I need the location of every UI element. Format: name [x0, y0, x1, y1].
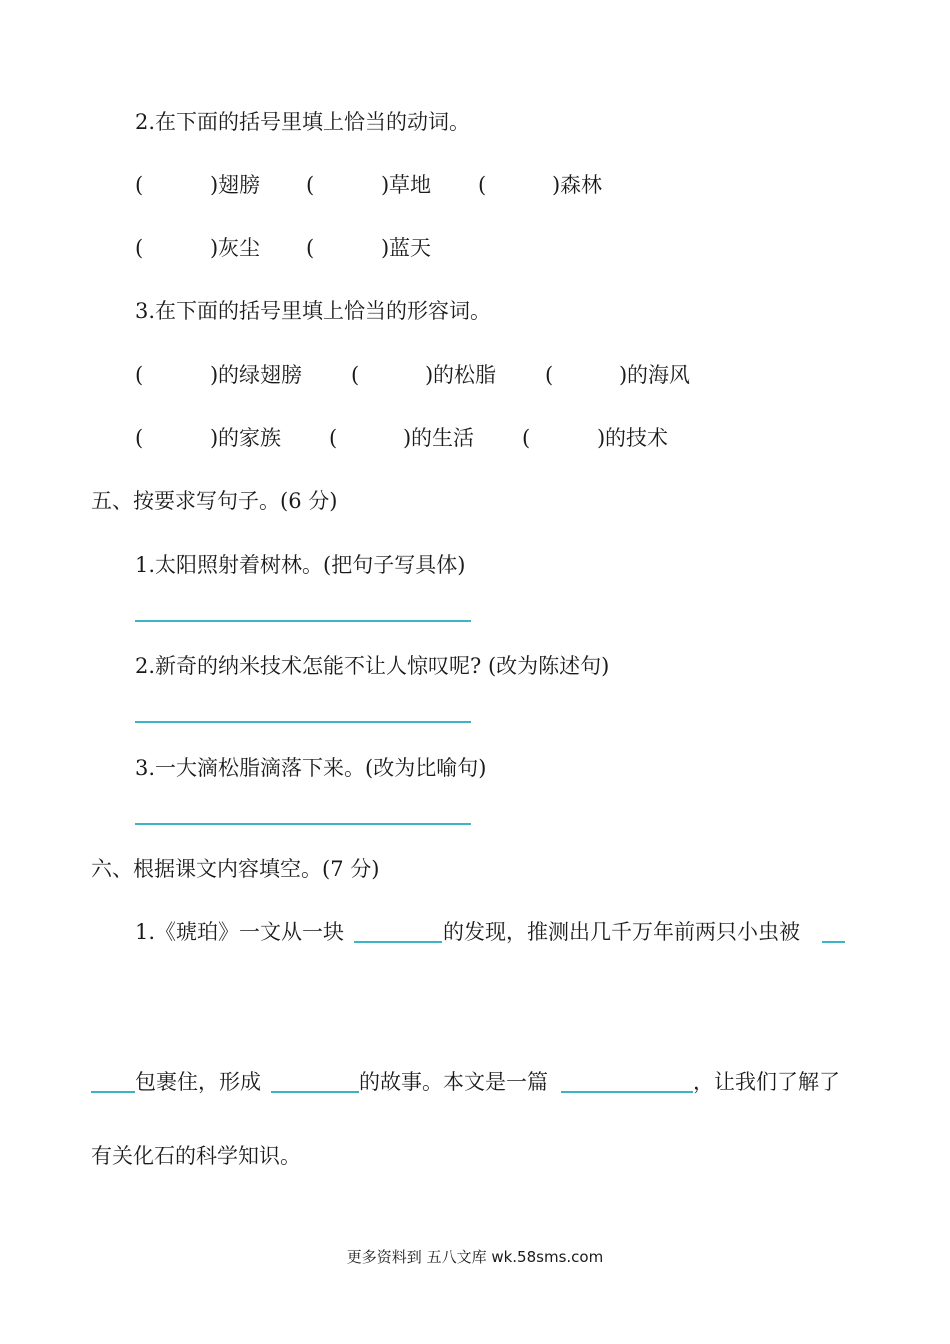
paren-open: ( — [306, 236, 315, 260]
paren-open: ( — [135, 236, 144, 260]
word: 翅膀 — [218, 173, 260, 197]
section6-heading: 六、根据课文内容填空。(7 分) — [91, 857, 380, 881]
word: 的松脂 — [433, 363, 496, 387]
answer-line-2[interactable] — [135, 721, 471, 723]
section5-item-3: 3.一大滴松脂滴落下来。(改为比喻句) — [135, 756, 487, 780]
paren-close: ) — [597, 426, 606, 450]
paren-open: ( — [135, 426, 144, 450]
paren-close: ) — [403, 426, 412, 450]
fill-text: 包裹住，形成 — [135, 1070, 261, 1094]
fill-blank-2a[interactable] — [822, 941, 845, 943]
paren-open: ( — [135, 363, 144, 387]
fill-blank-2b[interactable] — [91, 1091, 135, 1093]
paren-open: ( — [135, 173, 144, 197]
paren-close: ) — [210, 363, 219, 387]
paren-close: ) — [552, 173, 561, 197]
word: 灰尘 — [218, 236, 260, 260]
fill-text: 1.《琥珀》一文从一块 — [135, 920, 345, 944]
answer-line-1[interactable] — [135, 620, 471, 622]
paren-close: ) — [210, 173, 219, 197]
paren-close: ) — [619, 363, 628, 387]
fill-blank-1[interactable] — [354, 941, 442, 943]
word: 的家族 — [218, 426, 281, 450]
paren-open: ( — [351, 363, 360, 387]
paren-open: ( — [545, 363, 554, 387]
word: 蓝天 — [389, 236, 431, 260]
answer-line-3[interactable] — [135, 823, 471, 825]
fill-blank-3[interactable] — [271, 1091, 359, 1093]
paren-open: ( — [522, 426, 531, 450]
paren-open: ( — [478, 173, 487, 197]
paren-close: ) — [381, 173, 390, 197]
footer-link[interactable]: 更多资料到 五八文库 wk.58sms.com — [346, 1248, 604, 1266]
word: 草地 — [389, 173, 431, 197]
paren-open: ( — [306, 173, 315, 197]
paren-close: ) — [381, 236, 390, 260]
word: 的技术 — [605, 426, 668, 450]
section6-line3: 有关化石的科学知识。 — [91, 1144, 301, 1168]
paren-open: ( — [329, 426, 338, 450]
fill-blank-4[interactable] — [561, 1091, 693, 1093]
q2-title: 2.在下面的括号里填上恰当的动词。 — [135, 110, 471, 134]
fill-text: 的故事。本文是一篇 — [359, 1070, 548, 1094]
section5-item-2: 2.新奇的纳米技术怎能不让人惊叹呢? (改为陈述句) — [135, 654, 610, 678]
word: 的海风 — [627, 363, 690, 387]
q3-title: 3.在下面的括号里填上恰当的形容词。 — [135, 299, 492, 323]
section5-item-1: 1.太阳照射着树林。(把句子写具体) — [135, 553, 466, 577]
section5-heading: 五、按要求写句子。(6 分) — [91, 489, 338, 513]
paren-close: ) — [210, 236, 219, 260]
word: 的生活 — [411, 426, 474, 450]
paren-close: ) — [425, 363, 434, 387]
word: 的绿翅膀 — [218, 363, 302, 387]
fill-text: ，让我们了解了 — [693, 1070, 840, 1094]
word: 森林 — [560, 173, 602, 197]
fill-text: 的发现，推测出几千万年前两只小虫被 — [443, 920, 800, 944]
paren-close: ) — [210, 426, 219, 450]
